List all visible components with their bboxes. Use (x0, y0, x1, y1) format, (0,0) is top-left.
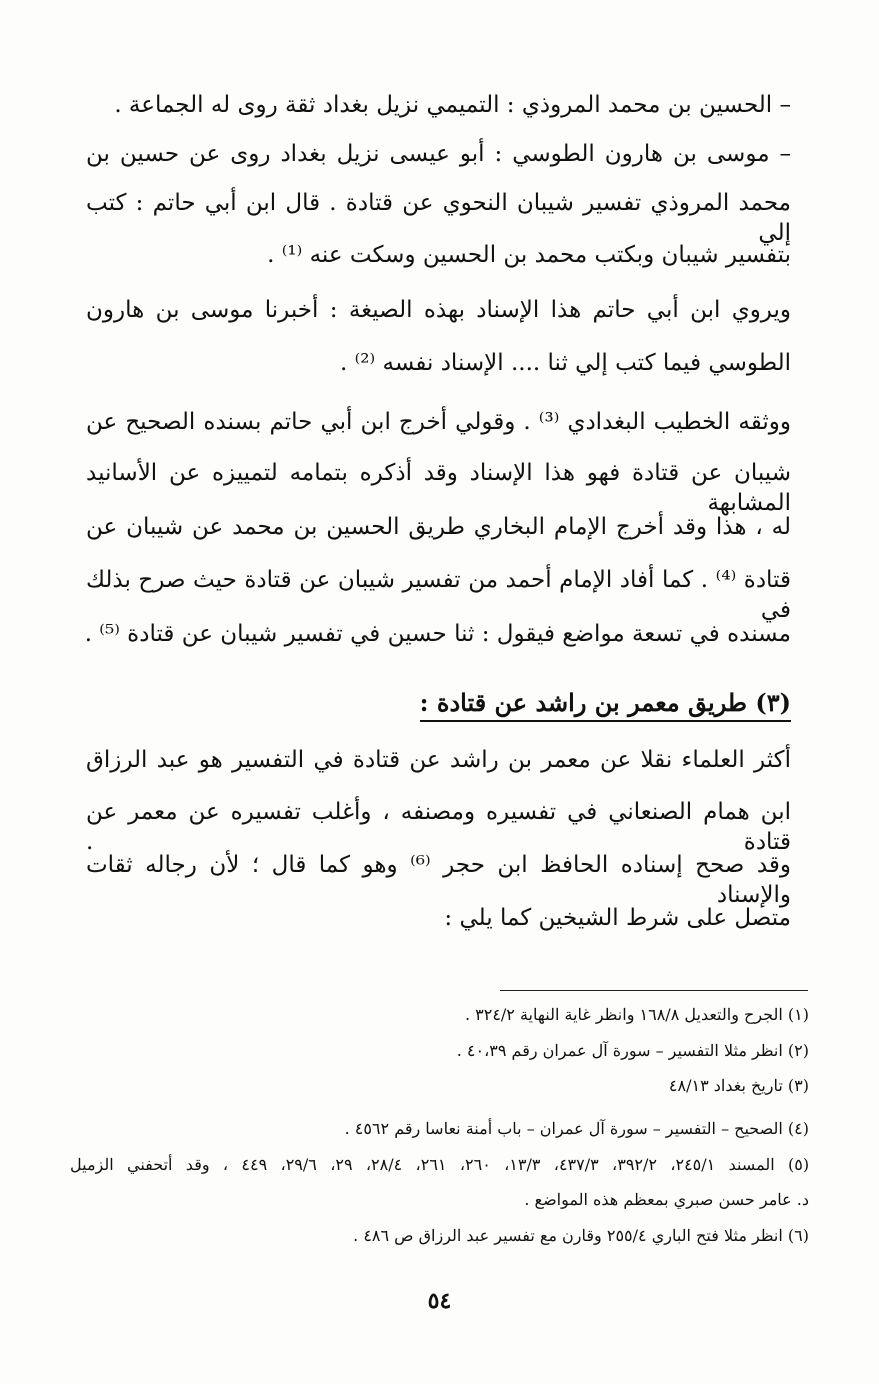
footnote-6: (٦) انظر مثلا فتح الباري ٢٥٥/٤ وقارن مع تفسير عبد الرزاق ص ٤٨٦ . (353, 1226, 809, 1245)
footnote-5-continued: د. عامر حسن صبري بمعظم هذه المواضع . (524, 1190, 809, 1209)
body-line-4: بتفسير شيبان وبكتب محمد بن الحسين وسكت عنه ⁽¹⁾ . (267, 242, 791, 268)
body-line-3: محمد المروذي تفسير شيبان النحوي عن قتادة . قال ابن أبي حاتم : كتب إلي (86, 190, 791, 246)
body-line-2: – موسى بن هارون الطوسي : أبو عيسى نزيل بغداد روى عن حسين بن (86, 141, 791, 167)
body-line-11: مسنده في تسعة مواضع فيقول : ثنا حسين في تفسير شيبان عن قتادة ⁽⁵⁾ . (84, 621, 791, 647)
footnote-5: (٥) المسند ٢٤٥/١، ٣٩٢/٢، ٤٣٧/٣، ١٣/٣، ٢٦٠، ٢٦١، ٢٨/٤، ٢٩، ٢٩/٦، ٤٤٩ ، وقد أتحفني الزميل (70, 1155, 810, 1174)
body-line-1: – الحسين بن محمد المروذي : التميمي نزيل بغداد ثقة روى له الجماعة . (114, 92, 791, 118)
footnote-2: (٢) انظر مثلا التفسير – سورة آل عمران رقم ٤٠،٣٩ . (456, 1041, 809, 1060)
body-line-14: ابن همام الصنعاني في تفسيره ومصنفه ، وأغلب تفسيره عن معمر عن قتادة . (86, 799, 791, 855)
footnote-1: (١) الجرح والتعديل ١٦٨/٨ وانظر غاية النهاية ٣٢٤/٢ . (464, 1005, 809, 1024)
body-line-16: متصل على شرط الشيخين كما يلي : (444, 905, 791, 931)
body-line-8: شيبان عن قتادة فهو هذا الإسناد وقد أذكره بتمامه لتمييزه عن الأسانيد المشابهة (86, 460, 791, 516)
body-line-15: وقد صحح إسناده الحافظ ابن حجر ⁽⁶⁾ وهو كما قال ؛ لأن رجاله ثقات والإسناد (86, 852, 791, 908)
section-heading (420, 688, 791, 718)
footnote-4: (٤) الصحيح – التفسير – سورة آل عمران – باب أمنة نعاسا رقم ٤٥٦٢ . (344, 1119, 809, 1138)
body-line-9: له ، هذا وقد أخرج الإمام البخاري طريق الحسين بن محمد عن شيبان عن (86, 514, 791, 540)
body-line-5: ويروي ابن أبي حاتم هذا الإسناد بهذه الصيغة : أخبرنا موسى بن هارون (86, 297, 791, 323)
body-line-6: الطوسي فيما كتب إلي ثنا .... الإسناد نفسه ⁽²⁾ . (340, 350, 791, 376)
section-heading-text: (٣) طريق معمر بن راشد عن قتادة : (420, 688, 791, 722)
page-number: ٥٤ (427, 1288, 452, 1314)
footnote-separator (500, 990, 808, 991)
footnote-3: (٣) تاريخ بغداد ٤٨/١٣ (668, 1076, 809, 1095)
body-line-10: قتادة ⁽⁴⁾ . كما أفاد الإمام أحمد من تفسير شيبان عن قتادة حيث صرح بذلك في (86, 567, 792, 623)
body-line-13: أكثر العلماء نقلا عن معمر بن راشد عن قتادة في التفسير هو عبد الرزاق (86, 747, 791, 773)
body-line-7: ووثقه الخطيب البغدادي ⁽³⁾ . وقولي أخرج ابن أبي حاتم بسنده الصحيح عن (86, 409, 791, 435)
